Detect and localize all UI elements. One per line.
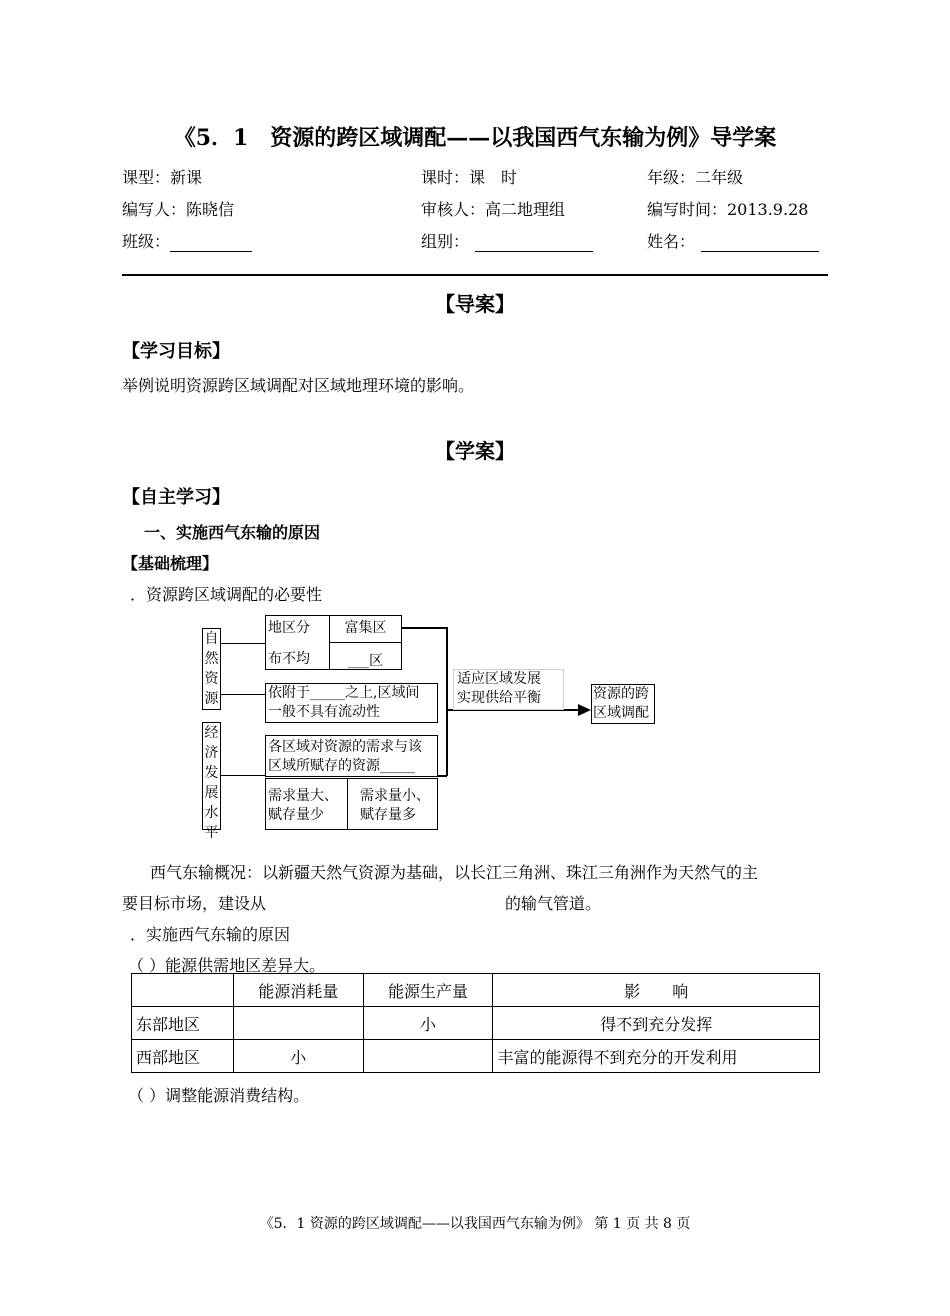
result-line1: 资源的跨 xyxy=(593,686,649,702)
natural-char: 资 xyxy=(204,671,219,687)
economic-char: 展 xyxy=(204,785,219,801)
section-daoan: 【导案】 xyxy=(435,292,515,316)
class-field[interactable] xyxy=(122,229,252,252)
energy-table xyxy=(131,973,820,1073)
economic-char: 经 xyxy=(204,725,219,741)
basics-heading: 【基础梳理】 xyxy=(122,554,219,573)
high-demand-line1: 需求量大、 xyxy=(268,788,338,804)
goal-heading: 【学习目标】 xyxy=(122,341,230,362)
name-label: 姓名： xyxy=(647,232,696,251)
rich-area-box xyxy=(329,615,402,643)
poor-area-box xyxy=(329,642,402,670)
goal-text: 举例说明资源跨区域调配对区域地理环境的影响。 xyxy=(122,376,475,395)
natural-char: 然 xyxy=(204,651,219,667)
table-cell: 小 xyxy=(363,1007,493,1040)
grade: 年级：二年级 xyxy=(647,168,744,187)
economic-char: 平 xyxy=(204,825,219,841)
high-demand-box xyxy=(265,778,348,830)
adapt-line2: 实现供给平衡 xyxy=(457,690,541,706)
economic-char: 发 xyxy=(204,765,219,781)
connector-line xyxy=(221,643,265,644)
table-header-cell: 能源生产量 xyxy=(363,974,493,1007)
item2-text: ．实施西气东输的原因 xyxy=(130,925,291,944)
part1-heading: 一、实施西气东输的原因 xyxy=(144,523,321,542)
rich-area-label: 富集区 xyxy=(344,620,387,636)
bracket-top xyxy=(402,627,446,629)
table-cell: 东部地区 xyxy=(132,1007,234,1040)
low-demand-line2: 赋存量多 xyxy=(360,807,416,823)
author: 编写人：陈晓信 xyxy=(122,200,235,219)
connector-line xyxy=(221,775,265,776)
name-blank[interactable] xyxy=(701,235,819,252)
economic-level-label xyxy=(202,722,221,841)
group-label: 组别： xyxy=(421,232,470,251)
document-title: 《5．1 资源的跨区域调配——以我国西气东输为例》导学案 xyxy=(173,125,777,151)
header-divider xyxy=(122,274,828,276)
low-demand-box xyxy=(347,778,438,830)
table-cell: 丰富的能源得不到充分的开发利用 xyxy=(493,1040,820,1073)
item1-text: ．资源跨区域调配的必要性 xyxy=(130,585,323,604)
overview-line1: 西气东输概况：以新疆天然气资源为基础，以长江三角洲、珠江三角洲作为天然气的主 xyxy=(150,863,759,882)
low-demand-line1: 需求量小、 xyxy=(360,788,430,804)
adapt-line1: 适应区域发展 xyxy=(457,671,541,687)
lesson-type: 课型：新课 xyxy=(122,168,203,187)
demand-box xyxy=(265,735,438,777)
question2: （ ）调整能源消费结构。 xyxy=(128,1086,310,1105)
demand-line1: 各区域对资源的需求与该 xyxy=(268,739,422,755)
natural-char: 自 xyxy=(204,631,219,647)
table-cell: 得不到充分发挥 xyxy=(493,1007,820,1040)
table-cell: 小 xyxy=(233,1040,363,1073)
bracket-vertical xyxy=(446,627,448,776)
table-row xyxy=(132,1007,820,1040)
class-label: 班级： xyxy=(122,232,171,251)
table-cell-blank[interactable] xyxy=(363,1040,493,1073)
region-distribution-box xyxy=(265,615,330,670)
section-xuean: 【学案】 xyxy=(435,439,515,463)
attach-box xyxy=(265,683,438,723)
natural-resource-label xyxy=(202,628,221,710)
arrow-head-icon xyxy=(578,703,592,717)
self-study-heading: 【自主学习】 xyxy=(122,487,230,508)
reviewer: 审核人：高二地理组 xyxy=(421,200,566,219)
region-dist-line1: 地区分 xyxy=(268,620,310,636)
overview-line2-end: 的输气管道。 xyxy=(505,894,602,913)
question1: （ ）能源供需地区差异大。 xyxy=(128,956,326,975)
result-line2: 区域调配 xyxy=(593,705,649,721)
natural-char: 源 xyxy=(204,691,219,707)
write-date: 编写时间：2013.9.28 xyxy=(647,200,809,219)
overview-line2-start: 要目标市场，建设从 xyxy=(122,894,267,913)
group-blank[interactable] xyxy=(475,235,593,252)
page-footer: 《5．1 资源的跨区域调配——以我国西气东输为例》 第 1 页 共 8 页 xyxy=(259,1216,691,1232)
class-blank[interactable] xyxy=(170,235,252,252)
table-header-cell: 影 响 xyxy=(493,974,820,1007)
poor-area-label: ___区 xyxy=(348,653,383,669)
adapt-label xyxy=(453,669,564,710)
table-cell: 西部地区 xyxy=(132,1040,234,1073)
table-header-row xyxy=(132,974,820,1007)
region-dist-line2: 布不均 xyxy=(268,651,310,667)
table-header-cell: 能源消耗量 xyxy=(233,974,363,1007)
demand-line2: 区域所赋存的资源_____ xyxy=(268,758,415,774)
high-demand-line2: 赋存量少 xyxy=(268,807,324,823)
connector-line xyxy=(221,694,265,695)
attach-line2: 一般不具有流动性 xyxy=(268,704,380,720)
result-box xyxy=(591,684,655,724)
group-field[interactable] xyxy=(421,229,593,252)
bracket-bottom xyxy=(438,775,447,777)
name-field[interactable] xyxy=(647,229,819,252)
economic-char: 济 xyxy=(204,745,219,761)
attach-line1: 依附于_____之上,区域间 xyxy=(268,685,420,701)
economic-char: 水 xyxy=(204,805,219,821)
table-row xyxy=(132,1040,820,1073)
table-header-cell xyxy=(132,974,234,1007)
lesson-hours: 课时：课 时 xyxy=(421,168,518,187)
table-cell-blank[interactable] xyxy=(233,1007,363,1040)
